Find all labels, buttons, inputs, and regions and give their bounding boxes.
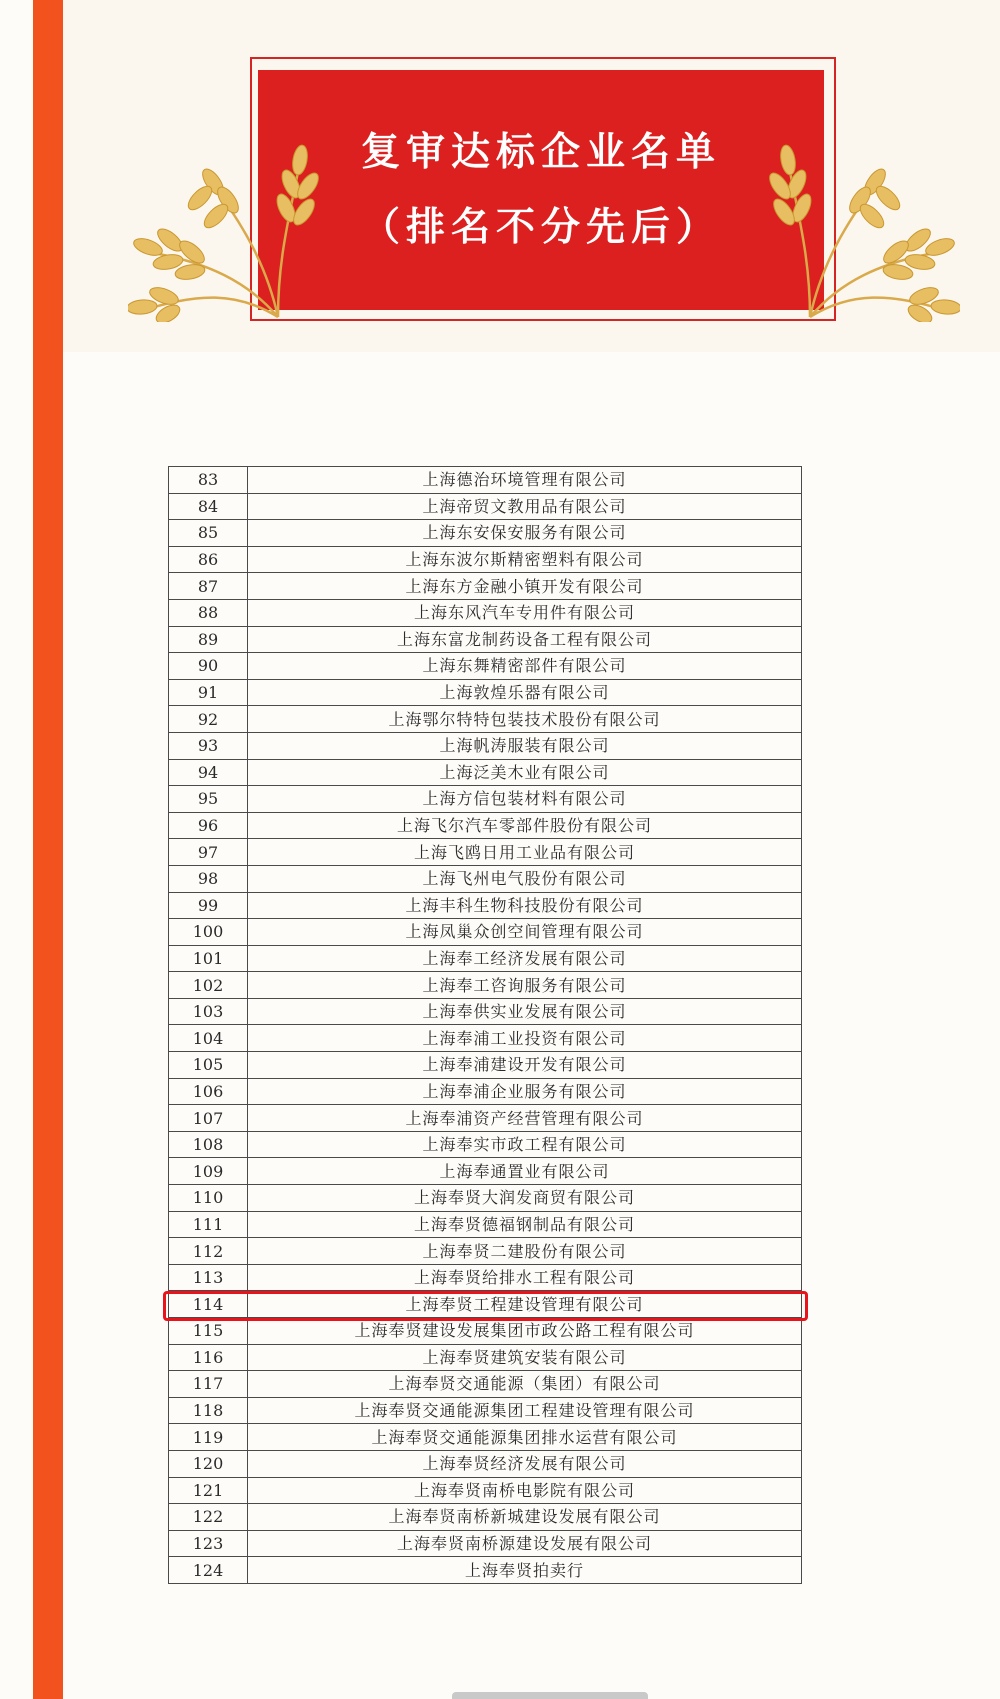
company-name: 上海奉浦建设开发有限公司 bbox=[248, 1052, 802, 1079]
table-row bbox=[169, 1344, 802, 1371]
table-row bbox=[169, 892, 802, 919]
company-name: 上海奉贤南桥新城建设发展有限公司 bbox=[248, 1504, 802, 1531]
row-number: 98 bbox=[169, 865, 248, 892]
table-row bbox=[169, 573, 802, 600]
row-number: 88 bbox=[169, 599, 248, 626]
table-row bbox=[169, 1530, 802, 1557]
row-number: 91 bbox=[169, 679, 248, 706]
table-row bbox=[169, 732, 802, 759]
row-number: 119 bbox=[169, 1424, 248, 1451]
company-name: 上海奉实市政工程有限公司 bbox=[248, 1131, 802, 1158]
table-row bbox=[169, 467, 802, 494]
company-list-table bbox=[168, 466, 802, 1584]
table-row bbox=[169, 998, 802, 1025]
table-row bbox=[169, 1397, 802, 1424]
table-row bbox=[169, 1424, 802, 1451]
table-row bbox=[169, 1211, 802, 1238]
left-accent-stripe bbox=[33, 0, 63, 1699]
table-row bbox=[169, 626, 802, 653]
company-name: 上海奉浦工业投资有限公司 bbox=[248, 1025, 802, 1052]
row-number: 94 bbox=[169, 759, 248, 786]
row-number: 86 bbox=[169, 546, 248, 573]
company-name: 上海奉贤交通能源（集团）有限公司 bbox=[248, 1371, 802, 1398]
company-name: 上海奉贤建筑安装有限公司 bbox=[248, 1344, 802, 1371]
company-name: 上海东波尔斯精密塑料有限公司 bbox=[248, 546, 802, 573]
row-number: 87 bbox=[169, 573, 248, 600]
table-row bbox=[169, 1318, 802, 1345]
row-number: 95 bbox=[169, 786, 248, 813]
company-name: 上海奉贤二建股份有限公司 bbox=[248, 1238, 802, 1265]
table-row bbox=[169, 1238, 802, 1265]
table-row bbox=[169, 1504, 802, 1531]
row-number: 123 bbox=[169, 1530, 248, 1557]
company-name: 上海奉供实业发展有限公司 bbox=[248, 998, 802, 1025]
row-number: 99 bbox=[169, 892, 248, 919]
company-name: 上海奉工经济发展有限公司 bbox=[248, 945, 802, 972]
home-indicator-bar bbox=[452, 1692, 648, 1699]
table-row bbox=[169, 653, 802, 680]
row-number: 116 bbox=[169, 1344, 248, 1371]
row-number: 105 bbox=[169, 1052, 248, 1079]
table-row bbox=[169, 1557, 802, 1584]
row-number: 107 bbox=[169, 1105, 248, 1132]
company-name: 上海东富龙制药设备工程有限公司 bbox=[248, 626, 802, 653]
table-row bbox=[169, 865, 802, 892]
table-row bbox=[169, 1025, 802, 1052]
company-name: 上海奉贤给排水工程有限公司 bbox=[248, 1264, 802, 1291]
table-row bbox=[169, 1477, 802, 1504]
table-row bbox=[169, 1371, 802, 1398]
company-name: 上海奉浦企业服务有限公司 bbox=[248, 1078, 802, 1105]
company-name: 上海奉贤拍卖行 bbox=[248, 1557, 802, 1584]
row-number: 121 bbox=[169, 1477, 248, 1504]
row-number: 115 bbox=[169, 1318, 248, 1345]
table-row bbox=[169, 786, 802, 813]
table-row bbox=[169, 1158, 802, 1185]
row-number: 92 bbox=[169, 706, 248, 733]
row-number: 106 bbox=[169, 1078, 248, 1105]
row-number: 97 bbox=[169, 839, 248, 866]
highlight-box-row-114 bbox=[163, 1291, 808, 1321]
company-name: 上海东安保安服务有限公司 bbox=[248, 520, 802, 547]
row-number: 114 bbox=[169, 1291, 248, 1318]
row-number: 122 bbox=[169, 1504, 248, 1531]
banner-subtitle: （排名不分先后） bbox=[360, 205, 721, 250]
table-row bbox=[169, 839, 802, 866]
company-name: 上海飞鸥日用工业品有限公司 bbox=[248, 839, 802, 866]
row-number: 108 bbox=[169, 1131, 248, 1158]
wheat-decoration-left-icon bbox=[128, 112, 368, 322]
table-row bbox=[169, 1264, 802, 1291]
company-name: 上海奉贤南桥电影院有限公司 bbox=[248, 1477, 802, 1504]
company-name: 上海奉贤经济发展有限公司 bbox=[248, 1450, 802, 1477]
table-row bbox=[169, 919, 802, 946]
table-row bbox=[169, 1078, 802, 1105]
company-name: 上海奉贤德福钢制品有限公司 bbox=[248, 1211, 802, 1238]
table-row bbox=[169, 679, 802, 706]
row-number: 96 bbox=[169, 812, 248, 839]
company-name: 上海飞尔汽车零部件股份有限公司 bbox=[248, 812, 802, 839]
table-row bbox=[169, 493, 802, 520]
table-row bbox=[169, 972, 802, 999]
row-number: 84 bbox=[169, 493, 248, 520]
company-name: 上海飞州电气股份有限公司 bbox=[248, 865, 802, 892]
company-name: 上海鄂尔特特包装技术股份有限公司 bbox=[248, 706, 802, 733]
company-name: 上海敦煌乐器有限公司 bbox=[248, 679, 802, 706]
row-number: 89 bbox=[169, 626, 248, 653]
company-name: 上海奉贤建设发展集团市政公路工程有限公司 bbox=[248, 1318, 802, 1345]
table-row bbox=[169, 1105, 802, 1132]
company-name: 上海帆涛服装有限公司 bbox=[248, 732, 802, 759]
company-name: 上海奉浦资产经营管理有限公司 bbox=[248, 1105, 802, 1132]
table-row bbox=[169, 1450, 802, 1477]
row-number: 113 bbox=[169, 1264, 248, 1291]
row-number: 83 bbox=[169, 467, 248, 494]
company-name: 上海奉贤南桥源建设发展有限公司 bbox=[248, 1530, 802, 1557]
row-number: 85 bbox=[169, 520, 248, 547]
row-number: 109 bbox=[169, 1158, 248, 1185]
company-name: 上海帝贸文教用品有限公司 bbox=[248, 493, 802, 520]
banner-title: 复审达标企业名单 bbox=[360, 130, 721, 175]
company-name: 上海东方金融小镇开发有限公司 bbox=[248, 573, 802, 600]
row-number: 118 bbox=[169, 1397, 248, 1424]
table-row bbox=[169, 1131, 802, 1158]
company-name: 上海奉贤大润发商贸有限公司 bbox=[248, 1185, 802, 1212]
row-number: 102 bbox=[169, 972, 248, 999]
row-number: 120 bbox=[169, 1450, 248, 1477]
company-name: 上海凤巢众创空间管理有限公司 bbox=[248, 919, 802, 946]
company-name: 上海德治环境管理有限公司 bbox=[248, 467, 802, 494]
table-row bbox=[169, 759, 802, 786]
company-name: 上海方信包装材料有限公司 bbox=[248, 786, 802, 813]
row-number: 124 bbox=[169, 1557, 248, 1584]
wheat-decoration-right-icon bbox=[720, 112, 960, 322]
row-number: 100 bbox=[169, 919, 248, 946]
row-number: 90 bbox=[169, 653, 248, 680]
table-row bbox=[169, 706, 802, 733]
row-number: 117 bbox=[169, 1371, 248, 1398]
table-row bbox=[169, 546, 802, 573]
company-name: 上海东舞精密部件有限公司 bbox=[248, 653, 802, 680]
row-number: 93 bbox=[169, 732, 248, 759]
table-row bbox=[169, 945, 802, 972]
company-name: 上海奉工咨询服务有限公司 bbox=[248, 972, 802, 999]
company-name: 上海奉贤交通能源集团排水运营有限公司 bbox=[248, 1424, 802, 1451]
row-number: 101 bbox=[169, 945, 248, 972]
company-name: 上海奉贤交通能源集团工程建设管理有限公司 bbox=[248, 1397, 802, 1424]
company-name: 上海奉通置业有限公司 bbox=[248, 1158, 802, 1185]
table-row bbox=[169, 1185, 802, 1212]
row-number: 104 bbox=[169, 1025, 248, 1052]
company-name: 上海奉贤工程建设管理有限公司 bbox=[248, 1291, 802, 1318]
table-row bbox=[169, 520, 802, 547]
table-row bbox=[169, 1052, 802, 1079]
row-number: 112 bbox=[169, 1238, 248, 1265]
table-row bbox=[169, 599, 802, 626]
table-row bbox=[169, 812, 802, 839]
row-number: 110 bbox=[169, 1185, 248, 1212]
company-name: 上海丰科生物科技股份有限公司 bbox=[248, 892, 802, 919]
row-number: 111 bbox=[169, 1211, 248, 1238]
company-name: 上海东风汽车专用件有限公司 bbox=[248, 599, 802, 626]
row-number: 103 bbox=[169, 998, 248, 1025]
company-name: 上海泛美木业有限公司 bbox=[248, 759, 802, 786]
